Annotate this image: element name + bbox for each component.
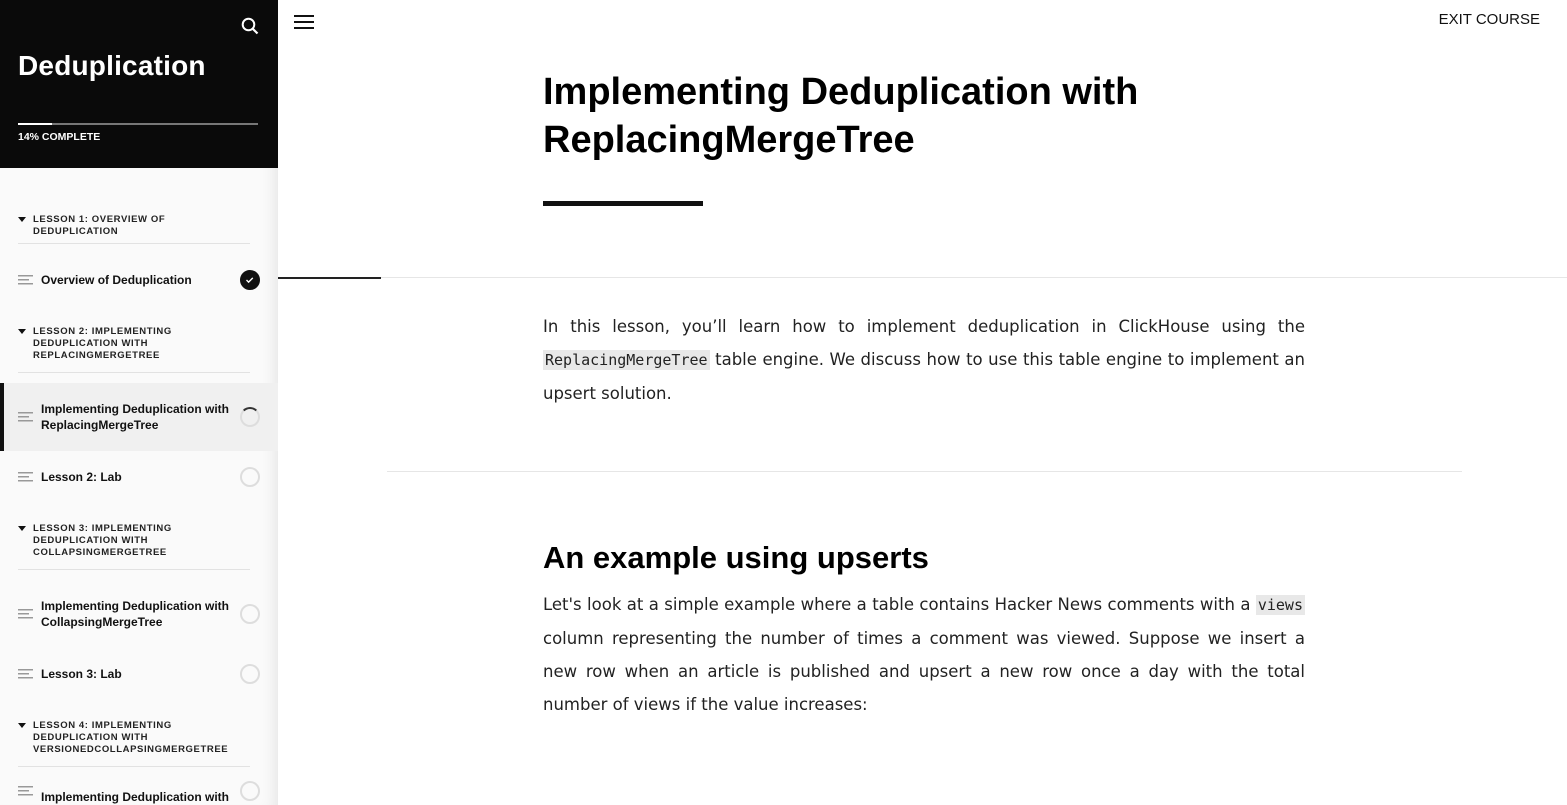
divider [387, 471, 1462, 472]
caret-down-icon [18, 526, 26, 531]
example-paragraph: Let's look at a simple example where a table contains Hacker News comments with a views column representing the number of times a comment was viewed. Suppose we insert a new row when an article is published and upsert a new row once a day with the total number of views if the value increases: [543, 595, 1305, 714]
section-title: LESSON 3: IMPLEMENTING DEDUPLICATION WITH COLLAPSINGMERGETREE [33, 523, 172, 558]
sidebar [0, 0, 278, 805]
caret-down-icon [18, 723, 26, 728]
empty-circle-icon [240, 781, 260, 801]
lesson-item-label: Lesson 2: Lab [41, 470, 122, 484]
lesson-item-label: Implementing Deduplication with ReplacingMergeTree [41, 402, 230, 432]
empty-circle-icon [240, 604, 260, 624]
lesson-item[interactable] [0, 648, 278, 700]
lesson-item-label: Implementing Deduplication with [41, 790, 230, 804]
lesson-text-icon [18, 472, 33, 482]
exit-course-link[interactable]: EXIT COURSE [1438, 11, 1540, 28]
lesson-section-header[interactable] [18, 168, 250, 244]
empty-circle-icon [240, 664, 260, 684]
inline-code: views [1257, 596, 1303, 614]
section-title: LESSON 2: IMPLEMENTING DEDUPLICATION WITH REPLACINGMERGETREE [33, 326, 172, 361]
lesson-text-icon [18, 275, 33, 285]
course-title: Deduplication [18, 50, 206, 81]
progress-bar-fill [18, 123, 52, 125]
lesson-section-header[interactable] [18, 700, 250, 767]
lesson-text-icon [18, 786, 33, 796]
lesson-item[interactable] [0, 383, 278, 451]
lesson-title: Implementing Deduplication with ReplacingMergeTree [543, 71, 1139, 161]
lesson-section-header[interactable] [18, 306, 250, 373]
section-title: LESSON 1: OVERVIEW OF DEDUPLICATION [33, 214, 166, 237]
course-header [0, 0, 278, 168]
lesson-item-label: Overview of Deduplication [41, 273, 192, 287]
check-circle-icon [240, 270, 260, 290]
lesson-item[interactable] [0, 451, 278, 503]
lesson-text-icon [18, 669, 33, 679]
lesson-item-label: Implementing Deduplication with CollapsingMergeTree [41, 599, 230, 629]
lesson-item[interactable] [0, 580, 278, 648]
lesson-item-label: Lesson 3: Lab [41, 667, 122, 681]
intro-paragraph: In this lesson, you’ll learn how to implement deduplication in ClickHouse using the ReplacingMergeTree table engine. We discuss how to use this table engine to implement an upsert solution. [543, 317, 1305, 403]
search-icon[interactable] [241, 17, 259, 35]
progress-label: 14% COMPLETE [18, 131, 101, 143]
lesson-item[interactable] [0, 777, 278, 805]
lesson-item[interactable] [0, 254, 278, 306]
divider [278, 277, 1567, 278]
lesson-text-icon [18, 609, 33, 619]
section-title: LESSON 4: IMPLEMENTING DEDUPLICATION WITH VERSIONEDCOLLAPSINGMERGETREE [33, 720, 229, 755]
inline-code: ReplacingMergeTree [545, 351, 708, 369]
caret-down-icon [18, 217, 26, 222]
scroll-progress-indicator [278, 277, 381, 279]
in-progress-circle-icon [240, 407, 260, 427]
lesson-section-header[interactable] [18, 503, 250, 570]
section-heading: An example using upserts [543, 540, 929, 575]
progress-bar [18, 123, 258, 125]
lesson-text-icon [18, 412, 33, 422]
title-underline [543, 201, 703, 206]
empty-circle-icon [240, 467, 260, 487]
caret-down-icon [18, 329, 26, 334]
hamburger-menu-icon[interactable] [294, 14, 314, 30]
course-outline [0, 168, 278, 805]
